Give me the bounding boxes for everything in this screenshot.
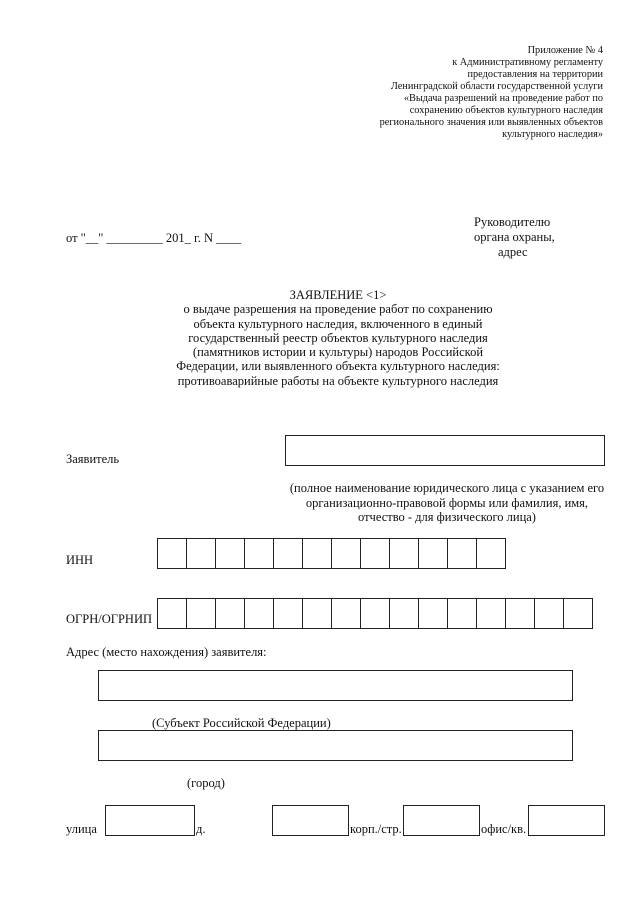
address-label: Адрес (место нахождения) заявителя:: [66, 645, 267, 659]
ogrn-digit-cell[interactable]: [244, 598, 274, 629]
ogrn-digit-cell[interactable]: [505, 598, 535, 629]
title-line: противоаварийные работы на объекте культурного наследия: [177, 373, 499, 388]
ogrn-digit-cell[interactable]: [534, 598, 564, 629]
street-label: улица: [66, 822, 97, 836]
ogrn-digit-cell[interactable]: [418, 598, 448, 629]
ogrn-digit-cell[interactable]: [215, 598, 245, 629]
recipient-line: органа охраны,: [474, 230, 555, 244]
ogrn-digit-cell[interactable]: [331, 598, 361, 629]
ogrn-digit-cell[interactable]: [360, 598, 390, 629]
applicant-name-field[interactable]: [285, 435, 605, 466]
building-field[interactable]: [403, 805, 480, 836]
subject-hint: (Субъект Российской Федерации): [152, 716, 331, 730]
office-field[interactable]: [528, 805, 605, 836]
inn-digit-cell[interactable]: [389, 538, 419, 569]
inn-digit-cell[interactable]: [302, 538, 332, 569]
title-line: объекта культурного наследия, включенного в единый: [193, 316, 483, 331]
inn-cells[interactable]: [157, 538, 505, 569]
inn-digit-cell[interactable]: [360, 538, 390, 569]
title-line: государственный реестр объектов культурного наследия: [188, 330, 488, 345]
city-hint: (город): [187, 776, 225, 790]
inn-label: ИНН: [66, 553, 94, 567]
ogrn-digit-cell[interactable]: [273, 598, 303, 629]
title-line: (памятников истории и культуры) народов Российской: [192, 345, 484, 360]
appendix-line: Ленинградской области государственной услуги: [390, 81, 603, 92]
recipient-block: [474, 215, 594, 260]
applicant-label: Заявитель: [66, 452, 120, 466]
building-label: корп./стр.: [350, 822, 402, 836]
title-heading: ЗАЯВЛЕНИЕ <1>: [289, 288, 387, 302]
applicant-hint-line: отчество - для физического лица): [358, 510, 536, 524]
ogrn-digit-cell[interactable]: [186, 598, 216, 629]
ogrn-digit-cell[interactable]: [563, 598, 593, 629]
document-title: [118, 288, 558, 388]
appendix-line: «Выдача разрешений на проведение работ по: [403, 93, 603, 104]
inn-digit-cell[interactable]: [157, 538, 187, 569]
appendix-line: сохранению объектов культурного наследия: [409, 105, 603, 116]
ogrn-digit-cell[interactable]: [157, 598, 187, 629]
appendix-line: к Административному регламенту: [452, 57, 603, 68]
appendix-line: культурного наследия»: [502, 129, 603, 140]
recipient-line: Руководителю: [474, 215, 551, 229]
inn-digit-cell[interactable]: [215, 538, 245, 569]
house-field[interactable]: [272, 805, 349, 836]
appendix-line: предоставления на территории: [467, 69, 603, 80]
ogrn-digit-cell[interactable]: [476, 598, 506, 629]
ogrn-digit-cell[interactable]: [389, 598, 419, 629]
appendix-line: Приложение № 4: [527, 45, 603, 56]
ogrn-cells[interactable]: [157, 598, 592, 629]
title-line: Федерации, или выявленного объекта культурного наследия:: [176, 359, 500, 374]
ogrn-digit-cell[interactable]: [447, 598, 477, 629]
city-field[interactable]: [98, 730, 573, 761]
inn-digit-cell[interactable]: [476, 538, 506, 569]
applicant-hint: [262, 481, 632, 525]
subject-field[interactable]: [98, 670, 573, 701]
house-label: д.: [196, 822, 206, 836]
title-line: о выдаче разрешения на проведение работ по сохранению: [183, 302, 493, 317]
inn-digit-cell[interactable]: [186, 538, 216, 569]
inn-digit-cell[interactable]: [418, 538, 448, 569]
date-line: от "__" _________ 201_ г. N ____: [66, 231, 242, 245]
inn-digit-cell[interactable]: [273, 538, 303, 569]
recipient-line: адрес: [498, 245, 528, 259]
applicant-hint-line: организационно-правовой формы или фамилия, имя,: [305, 495, 589, 510]
appendix-line: регионального значения или выявленных объектов: [379, 117, 603, 128]
applicant-hint-line: (полное наименование юридического лица с указанием его: [289, 481, 605, 495]
ogrn-label: ОГРН/ОГРНИП: [66, 612, 152, 626]
ogrn-digit-cell[interactable]: [302, 598, 332, 629]
office-label: офис/кв.: [481, 822, 527, 836]
appendix-header: [303, 45, 603, 141]
inn-digit-cell[interactable]: [244, 538, 274, 569]
street-field[interactable]: [105, 805, 195, 836]
inn-digit-cell[interactable]: [447, 538, 477, 569]
inn-digit-cell[interactable]: [331, 538, 361, 569]
